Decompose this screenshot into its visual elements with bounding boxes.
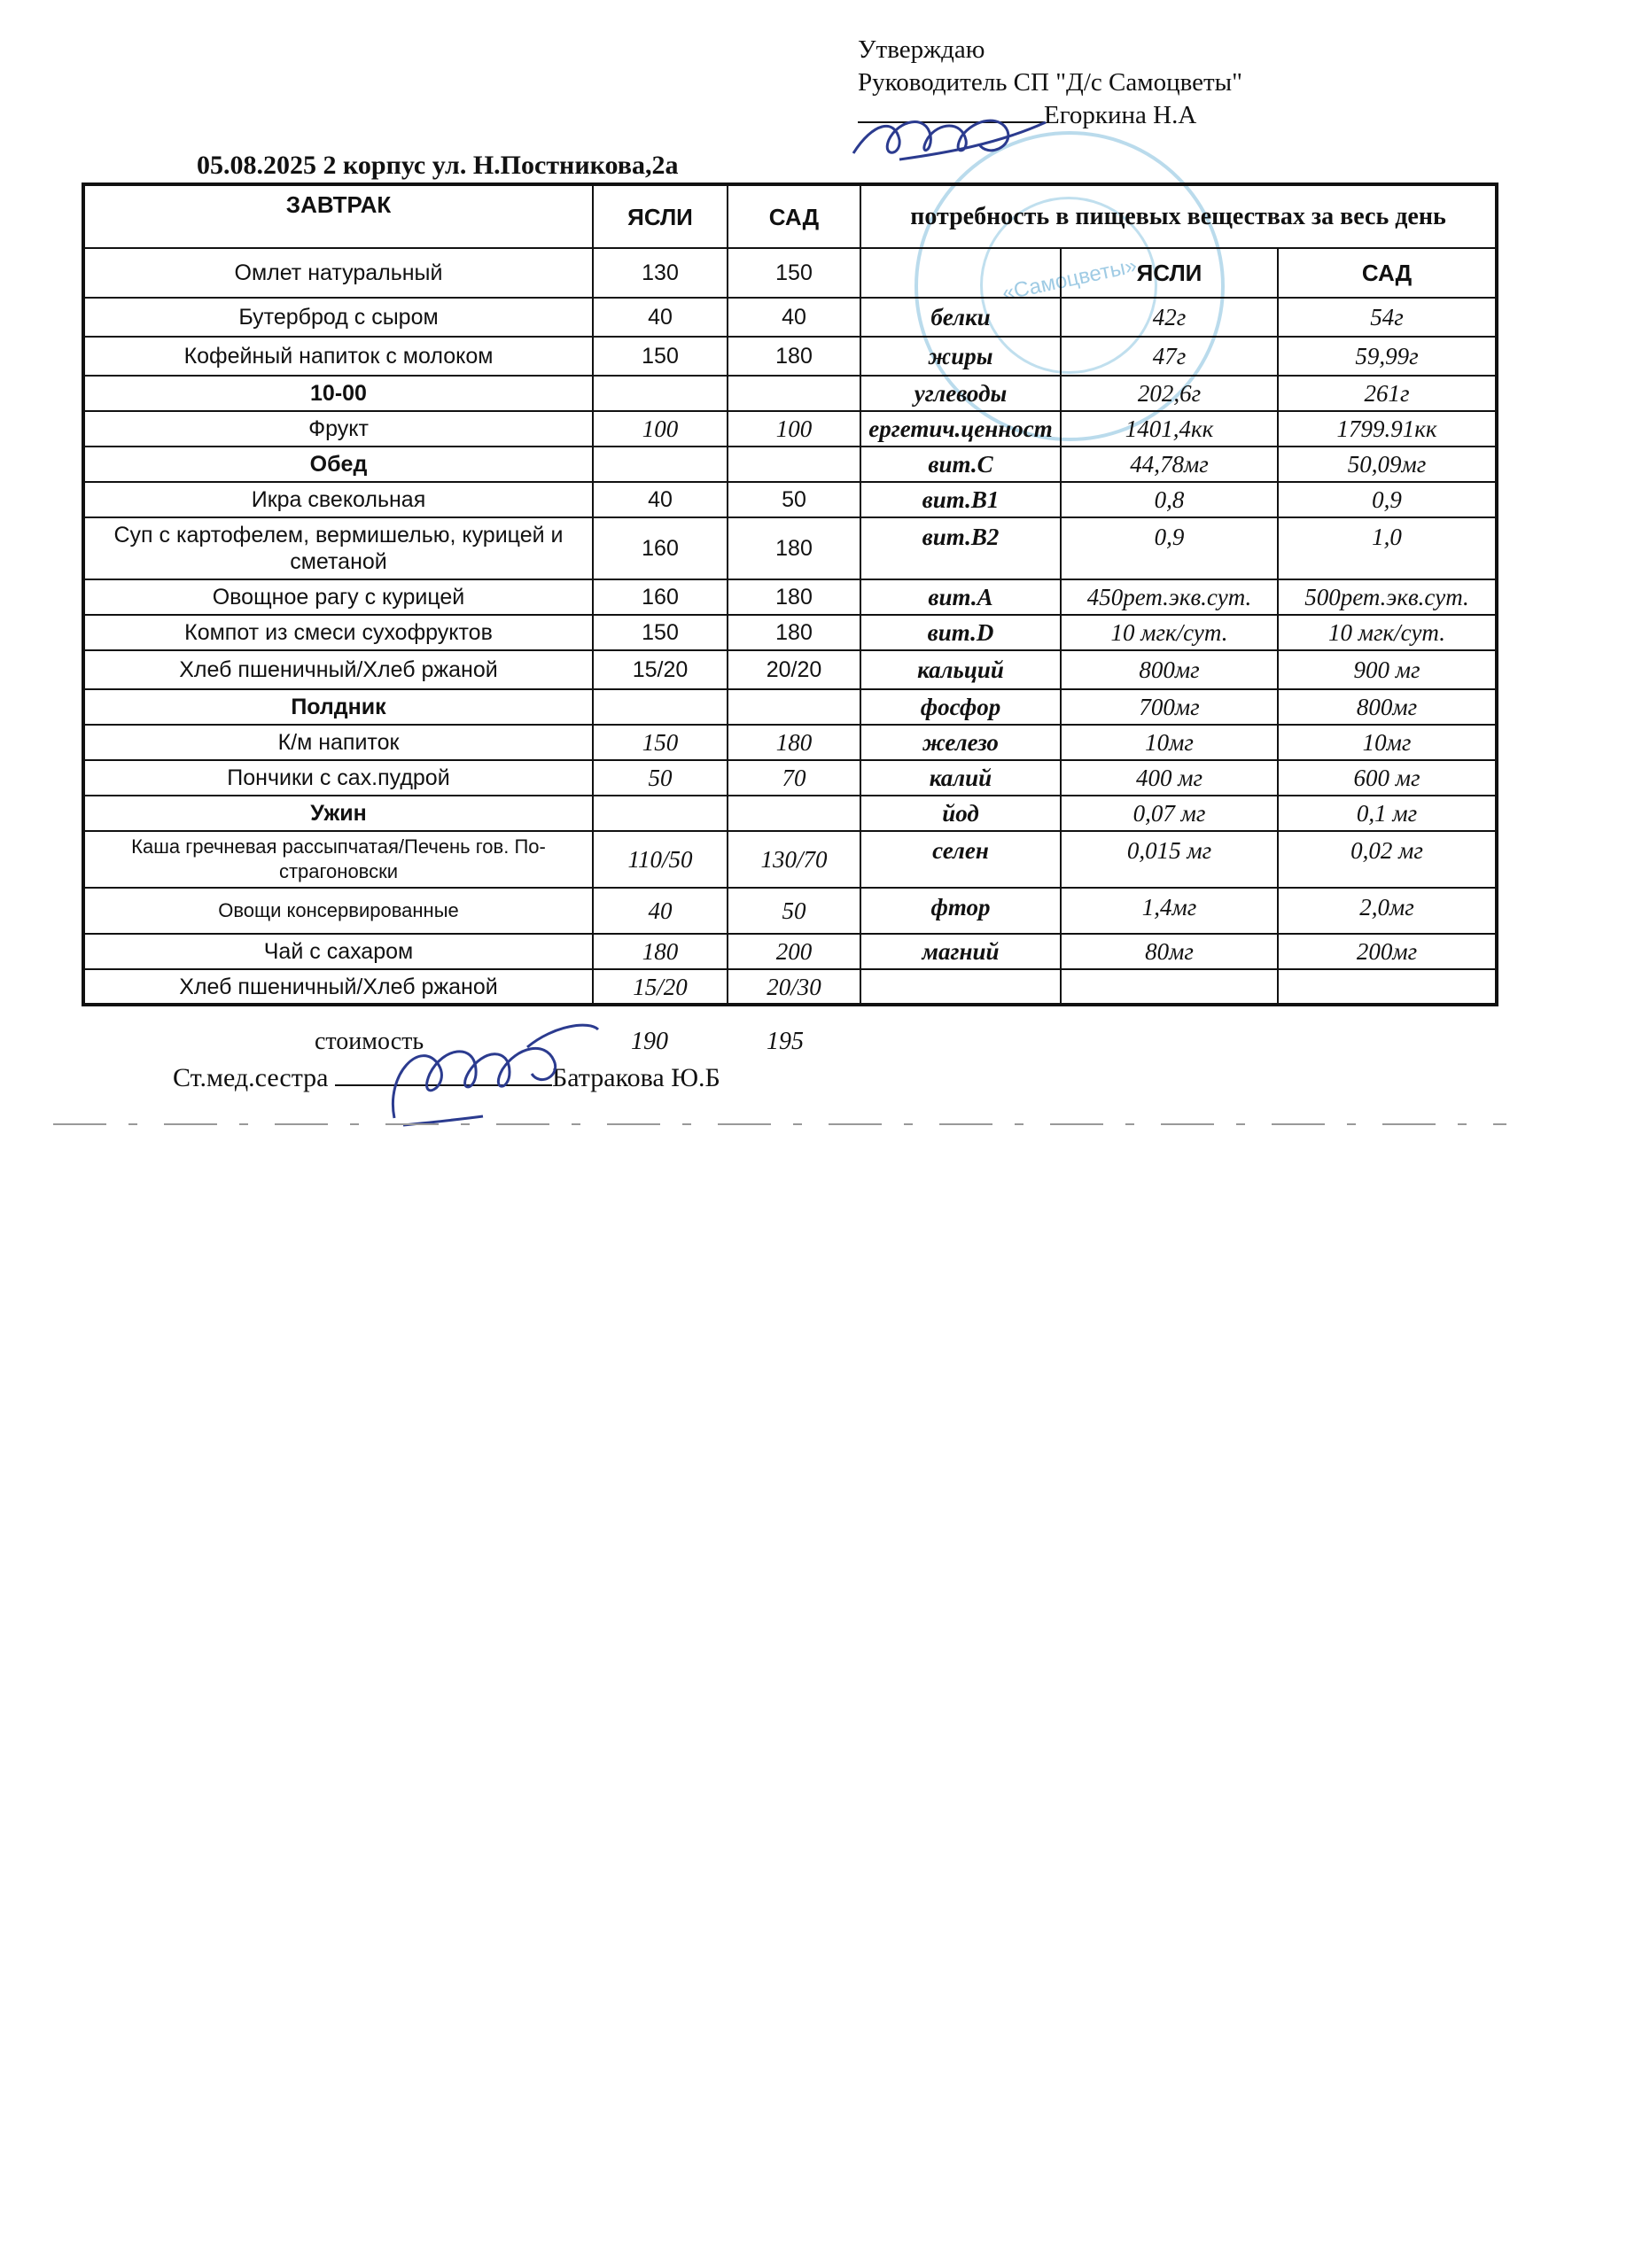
dish-cell: Полдник [83, 689, 593, 725]
header-garden: САД [728, 184, 860, 248]
nutrient-garden-cell: 0,1 мг [1278, 796, 1497, 831]
stamp-text: «Самоцветы» [1000, 253, 1140, 306]
garden-portion-cell: 180 [728, 725, 860, 760]
garden-portion-cell: 200 [728, 934, 860, 969]
nurse-role: Ст.мед.сестра [173, 1063, 329, 1092]
nursery-portion-cell: 130 [593, 248, 728, 298]
header-needs: потребность в пищевых веществах за весь день [860, 184, 1497, 248]
header-needs-garden: САД [1278, 248, 1497, 298]
table-header-row [83, 184, 1497, 248]
nutrient-nursery-cell: 0,015 мг [1061, 831, 1278, 888]
garden-portion-cell: 50 [728, 888, 860, 934]
nutrient-garden-cell: 0,02 мг [1278, 831, 1497, 888]
header-needs-nursery: ЯСЛИ [1061, 248, 1278, 298]
nutrient-garden-cell: 900 мг [1278, 650, 1497, 689]
dish-cell: Хлеб пшеничный/Хлеб ржаной [83, 969, 593, 1005]
nutrient-nursery-cell: 1,4мг [1061, 888, 1278, 934]
nursery-portion-cell: 15/20 [593, 650, 728, 689]
header-nursery: ЯСЛИ [593, 184, 728, 248]
nursery-portion-cell: 100 [593, 411, 728, 447]
dish-cell: Компот из смеси сухофруктов [83, 615, 593, 650]
garden-portion-cell: 100 [728, 411, 860, 447]
nutrient-garden-cell: 261г [1278, 376, 1497, 411]
nursery-portion-cell: 150 [593, 615, 728, 650]
dish-cell: Омлет натуральный [83, 248, 593, 298]
garden-portion-cell: 180 [728, 517, 860, 579]
nutrient-garden-cell: 800мг [1278, 689, 1497, 725]
nursery-portion-cell: 150 [593, 337, 728, 376]
nursery-portion-cell: 15/20 [593, 969, 728, 1005]
garden-portion-cell: 50 [728, 482, 860, 517]
nutrient-garden-cell: 50,09мг [1278, 447, 1497, 482]
nutrient-garden-cell: 59,99г [1278, 337, 1497, 376]
nutrient-name-cell: вит.В2 [860, 517, 1061, 579]
nutrient-nursery-cell: 800мг [1061, 650, 1278, 689]
nutrient-nursery-cell: 0,07 мг [1061, 796, 1278, 831]
dish-cell: К/м напиток [83, 725, 593, 760]
nutrient-name-cell: вит.D [860, 615, 1061, 650]
head-signature [846, 105, 1050, 171]
nutrient-name-cell: железо [860, 725, 1061, 760]
table-row [83, 248, 1497, 298]
dish-cell: Чай с сахаром [83, 934, 593, 969]
garden-portion-cell: 180 [728, 615, 860, 650]
nutrient-garden-cell: 10 мгк/сут. [1278, 615, 1497, 650]
table-row [83, 888, 1497, 934]
table-row [83, 447, 1497, 482]
document-title: 05.08.2025 2 корпус ул. Н.Постникова,2а [197, 151, 679, 180]
nurse-name: Батракова Ю.Б [552, 1063, 720, 1092]
nutrient-nursery-cell: 44,78мг [1061, 447, 1278, 482]
table-row [83, 725, 1497, 760]
table-row [83, 969, 1497, 1005]
approval-heading: Утверждаю [858, 35, 985, 64]
nutrient-garden-cell: 600 мг [1278, 760, 1497, 796]
table-row [83, 579, 1497, 615]
table-row [83, 411, 1497, 447]
approval-name: Егоркина Н.А [1044, 101, 1197, 129]
nurse-signature [377, 1021, 607, 1136]
dish-cell: Овощное рагу с курицей [83, 579, 593, 615]
nutrient-nursery-cell: 1401,4кк [1061, 411, 1278, 447]
cost-garden: 195 [767, 1028, 804, 1055]
nutrient-garden-cell: 2,0мг [1278, 888, 1497, 934]
table-row [83, 689, 1497, 725]
nursery-portion-cell: 180 [593, 934, 728, 969]
nursery-portion-cell: 40 [593, 298, 728, 337]
garden-portion-cell: 40 [728, 298, 860, 337]
table-row [83, 760, 1497, 796]
nutrient-garden-cell: 0,9 [1278, 482, 1497, 517]
nursery-portion-cell: 110/50 [593, 831, 728, 888]
scan-artifact [53, 1122, 1506, 1127]
nutrient-name-cell: калий [860, 760, 1061, 796]
dish-cell: Бутерброд с сыром [83, 298, 593, 337]
garden-portion-cell [728, 376, 860, 411]
nutrient-name-cell: кальций [860, 650, 1061, 689]
dish-cell: Кофейный напиток с молоком [83, 337, 593, 376]
cost-nursery: 190 [631, 1028, 668, 1055]
nutrient-nursery-cell: 0,8 [1061, 482, 1278, 517]
nutrient-nursery-cell: 42г [1061, 298, 1278, 337]
table-row [83, 517, 1497, 579]
garden-portion-cell: 130/70 [728, 831, 860, 888]
dish-cell: Каша гречневая рассыпчатая/Печень гов. По-страгоновски [83, 831, 593, 888]
garden-portion-cell: 180 [728, 579, 860, 615]
table-row [83, 376, 1497, 411]
dish-cell: Овощи консервированные [83, 888, 593, 934]
nutrient-name-cell: жиры [860, 337, 1061, 376]
nutrient-name-cell: селен [860, 831, 1061, 888]
garden-portion-cell [728, 689, 860, 725]
nutrient-nursery-cell: 10 мгк/сут. [1061, 615, 1278, 650]
dish-cell: Обед [83, 447, 593, 482]
table-row [83, 796, 1497, 831]
nursery-portion-cell [593, 376, 728, 411]
nutrient-nursery-cell: 80мг [1061, 934, 1278, 969]
nursery-portion-cell: 150 [593, 725, 728, 760]
table-row [83, 298, 1497, 337]
garden-portion-cell: 180 [728, 337, 860, 376]
nutrient-nursery-cell: 10мг [1061, 725, 1278, 760]
nutrient-nursery-cell: 700мг [1061, 689, 1278, 725]
nutrient-garden-cell [1278, 969, 1497, 1005]
nutrient-name-cell: вит.В1 [860, 482, 1061, 517]
dish-cell: Пончики с сах.пудрой [83, 760, 593, 796]
nutrient-garden-cell: 10мг [1278, 725, 1497, 760]
table-row [83, 482, 1497, 517]
cost-label: стоимость [315, 1028, 424, 1055]
nursery-portion-cell: 160 [593, 517, 728, 579]
nutrient-name-cell: белки [860, 298, 1061, 337]
menu-table [82, 183, 1498, 1006]
nutrient-nursery-cell: 450рет.экв.сут. [1061, 579, 1278, 615]
garden-portion-cell: 150 [728, 248, 860, 298]
nursery-portion-cell [593, 796, 728, 831]
nutrient-name-cell: ергетич.ценност [860, 411, 1061, 447]
nutrient-name-cell: йод [860, 796, 1061, 831]
nutrient-name-cell: углеводы [860, 376, 1061, 411]
dish-cell: Ужин [83, 796, 593, 831]
garden-portion-cell: 20/30 [728, 969, 860, 1005]
garden-portion-cell: 20/20 [728, 650, 860, 689]
nursery-portion-cell: 40 [593, 482, 728, 517]
dish-cell: Суп с картофелем, вермишелью, курицей и сметаной [83, 517, 593, 579]
table-row [83, 934, 1497, 969]
nutrient-nursery-cell: 202,6г [1061, 376, 1278, 411]
nursery-portion-cell [593, 447, 728, 482]
nutrient-name-cell [860, 969, 1061, 1005]
nursery-portion-cell [593, 689, 728, 725]
dish-cell: Хлеб пшеничный/Хлеб ржаной [83, 650, 593, 689]
nutrient-garden-cell: 1799.91кк [1278, 411, 1497, 447]
nutrient-garden-cell: 200мг [1278, 934, 1497, 969]
table-row [83, 650, 1497, 689]
nutrient-name-cell: вит.А [860, 579, 1061, 615]
nursery-portion-cell: 50 [593, 760, 728, 796]
nutrient-garden-cell: 54г [1278, 298, 1497, 337]
garden-portion-cell [728, 796, 860, 831]
nutrient-nursery-cell [1061, 969, 1278, 1005]
dish-cell: 10-00 [83, 376, 593, 411]
nutrient-nursery-cell: 400 мг [1061, 760, 1278, 796]
nutrient-name-cell: магний [860, 934, 1061, 969]
table-row [83, 831, 1497, 888]
nursery-portion-cell: 40 [593, 888, 728, 934]
garden-portion-cell: 70 [728, 760, 860, 796]
nutrient-name-cell: вит.С [860, 447, 1061, 482]
nutrient-name-cell: фосфор [860, 689, 1061, 725]
table-row [83, 337, 1497, 376]
nutrient-garden-cell: 1,0 [1278, 517, 1497, 579]
nutrient-name-cell [860, 248, 1061, 298]
nursery-portion-cell: 160 [593, 579, 728, 615]
nutrient-nursery-cell: 47г [1061, 337, 1278, 376]
nutrient-name-cell: фтор [860, 888, 1061, 934]
approval-position: Руководитель СП "Д/с Самоцветы" [858, 68, 1242, 97]
garden-portion-cell [728, 447, 860, 482]
nutrient-garden-cell: 500рет.экв.сут. [1278, 579, 1497, 615]
dish-cell: Икра свекольная [83, 482, 593, 517]
header-meal: ЗАВТРАК [83, 184, 593, 248]
dish-cell: Фрукт [83, 411, 593, 447]
table-row [83, 615, 1497, 650]
nutrient-nursery-cell: 0,9 [1061, 517, 1278, 579]
